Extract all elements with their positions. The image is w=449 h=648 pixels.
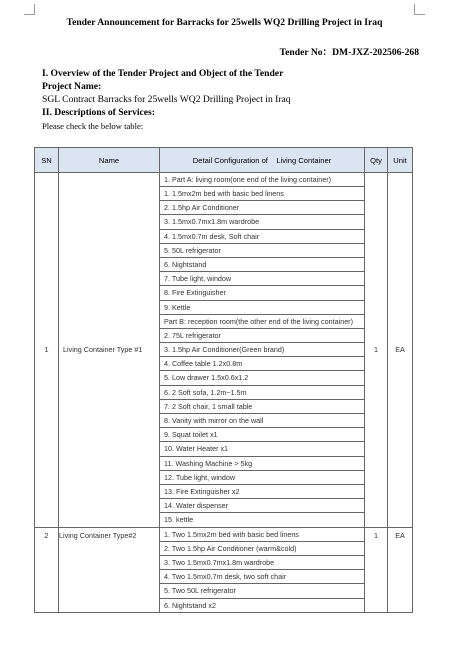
detail-item: 2. Two 1.5hp Air Conditioner (warm&cold): [160, 541, 365, 555]
detail-item: 9. Kettle: [160, 300, 365, 314]
detail-item: 5. Two 50L refrigerator: [160, 584, 365, 598]
tender-number: Tender No：DM-JXZ-202506-268: [279, 47, 419, 58]
name-cell: Living Container Type#2: [59, 527, 160, 612]
sn-cell: 1: [35, 173, 59, 528]
detail-item: 3. Two 1.5mx0.7mx1.8m wardrobe: [160, 556, 365, 570]
section1-heading: I. Overview of the Tender Project and Object of the Tender: [42, 68, 284, 79]
qty-cell: 1: [365, 173, 388, 528]
detail-item: 6. 2 Soft sofa, 1.2m~1.5m: [160, 385, 365, 399]
detail-item: 8. Fire Extinguisher: [160, 286, 365, 300]
detail-item: 7. 2 Soft chair, 1 small table: [160, 399, 365, 413]
crop-mark-top-left: [24, 4, 35, 15]
detail-item: 4. Two 1.5mx0.7m desk, two soft chair: [160, 570, 365, 584]
detail-item: 3. 1.5mx0.7mx1.8m wardrobe: [160, 215, 365, 229]
detail-item: 10. Water Heater x1: [160, 442, 365, 456]
header-name: Name: [59, 148, 160, 173]
detail-item: 2. 75L refrigerator: [160, 328, 365, 342]
header-detail: Detail Configuration of Living Container: [160, 148, 365, 173]
detail-item: 4. Coffee table 1.2x0.8m: [160, 357, 365, 371]
detail-item: 6. Nightstand x2: [160, 598, 365, 612]
detail-item: 13. Fire Extinguisher x2: [160, 485, 365, 499]
section2-heading: II. Descriptions of Services:: [42, 107, 155, 118]
table-row: [35, 173, 413, 187]
detail-item: 7. Tube light, window: [160, 272, 365, 286]
detail-item: 5. 50L refrigerator: [160, 243, 365, 257]
detail-item: 8. Vanity with mirror on the wall: [160, 414, 365, 428]
qty-cell: 1: [365, 527, 388, 612]
detail-item: 5. Low drawer 1.5x0.6x1.2: [160, 371, 365, 385]
detail-item: 1. Two 1.5mx2m bed with basic bed linens: [160, 527, 365, 541]
services-table: [34, 147, 413, 613]
detail-item: Part B: reception room(the other end of the living container): [160, 314, 365, 328]
header-qty: Qty: [365, 148, 388, 173]
unit-cell: EA: [388, 527, 413, 612]
detail-item: 14. Water dispenser: [160, 499, 365, 513]
unit-cell: EA: [388, 173, 413, 528]
table-header-row: [35, 148, 413, 173]
sn-cell: 2: [35, 527, 59, 612]
detail-item: 15. kettle: [160, 513, 365, 527]
project-name: SGL Contract Barracks for 25wells WQ2 Drilling Project in Iraq: [42, 94, 291, 105]
detail-item: 12. Tube light, window: [160, 470, 365, 484]
instruction-text: Please check the below table:: [42, 121, 144, 131]
name-cell: Living Container Type #1: [59, 173, 160, 528]
header-sn: SN: [35, 148, 59, 173]
detail-item: 11. Washing Machine > 5kg: [160, 456, 365, 470]
project-name-label: Project Name:: [42, 81, 102, 92]
crop-mark-top-right: [414, 4, 425, 15]
detail-item: 1. 1.5mx2m bed with basic bed linens: [160, 187, 365, 201]
detail-item: 3. 1.5hp Air Conditioner(Green brand): [160, 343, 365, 357]
detail-item: 2. 1.5hp Air Conditioner: [160, 201, 365, 215]
detail-item: 4. 1.5mx0.7m desk, Soft chair: [160, 229, 365, 243]
detail-item: 9. Squat toilet x1: [160, 428, 365, 442]
table-row: [35, 527, 413, 541]
detail-item: 6. Nightstand: [160, 258, 365, 272]
detail-item: 1. Part A: living room(one end of the living container): [160, 173, 365, 187]
document-title: Tender Announcement for Barracks for 25wells WQ2 Drilling Project in Iraq: [66, 17, 383, 28]
header-unit: Unit: [388, 148, 413, 173]
